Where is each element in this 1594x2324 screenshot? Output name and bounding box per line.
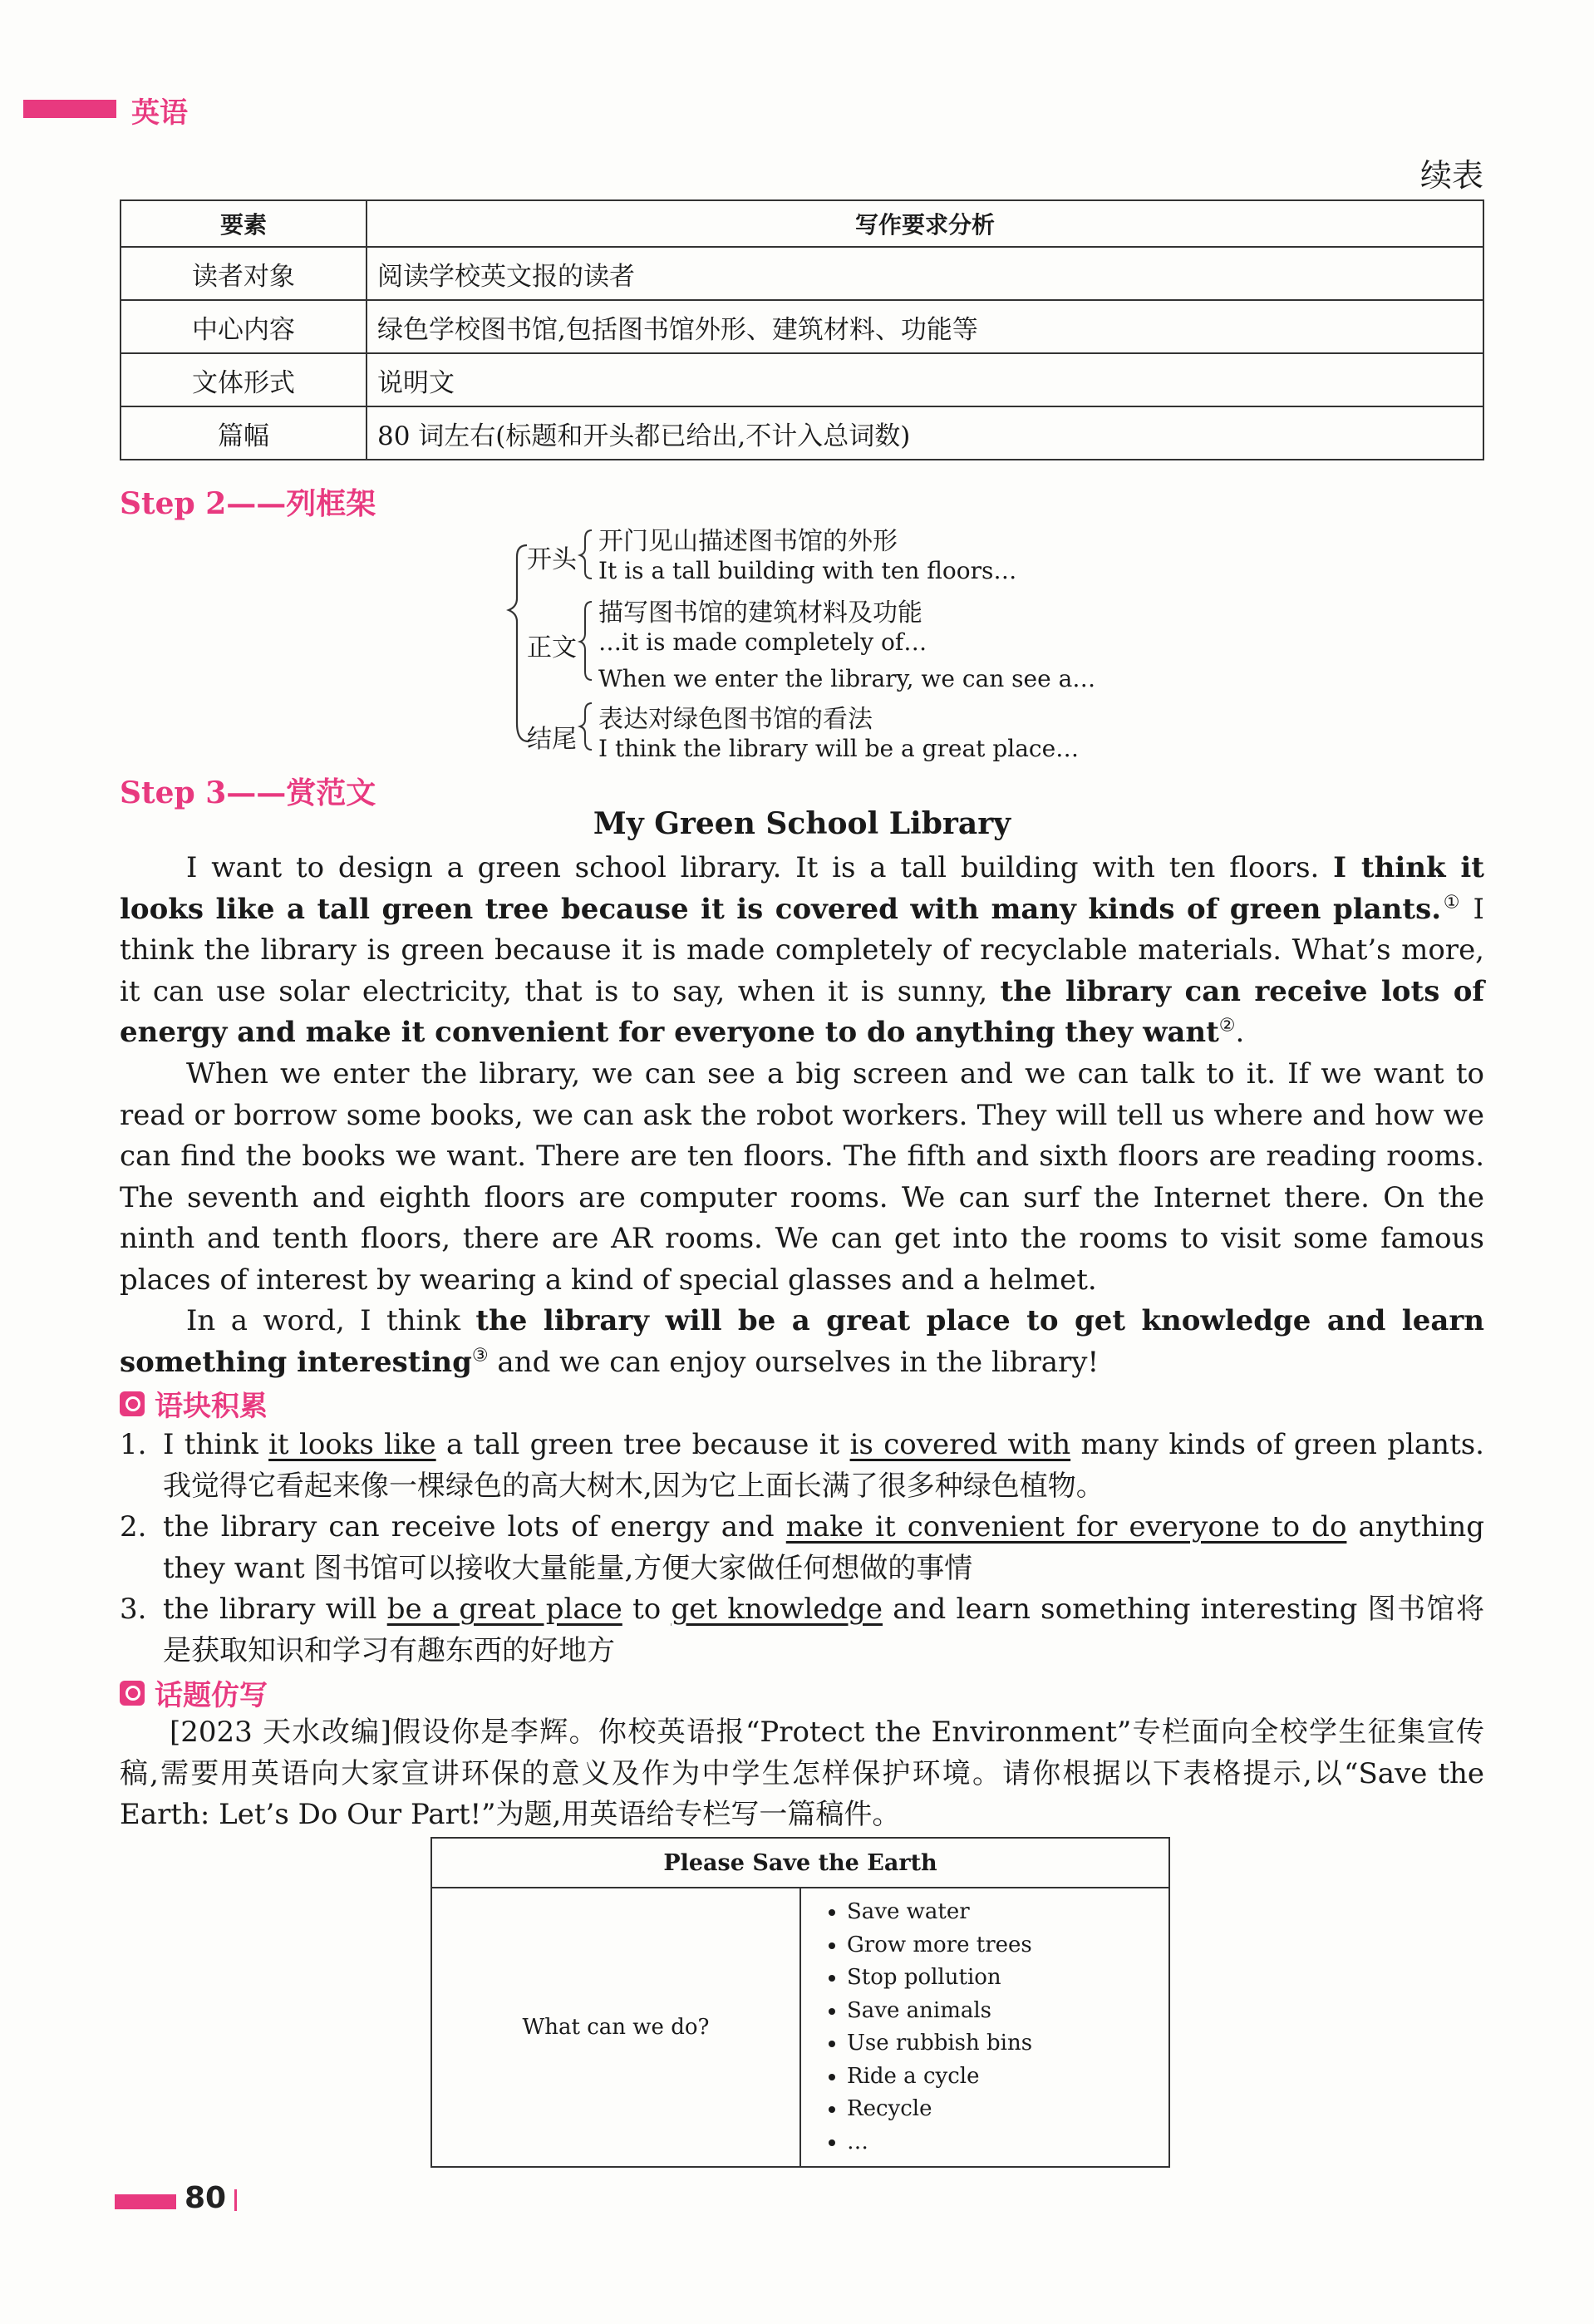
suggestion-list <box>802 1896 1168 2159</box>
note-marker: ③ <box>471 1345 489 1366</box>
save-table-question: What can we do? <box>431 1888 800 2167</box>
table-cell: 文体形式 <box>121 353 367 406</box>
note-marker: ② <box>1218 1015 1236 1036</box>
list-item: • Stop pollution <box>847 1962 1168 1995</box>
table-row <box>121 247 1483 300</box>
list-item: • Recycle <box>847 2093 1168 2126</box>
essay-paragraph-3 <box>120 1301 1484 1383</box>
item-text <box>163 1589 1484 1672</box>
table-cell: 中心内容 <box>121 300 367 353</box>
item-text <box>163 1425 1484 1507</box>
footer-tick <box>234 2189 237 2211</box>
table-cell: 绿色学校图书馆,包括图书馆外形、建筑材料、功能等 <box>367 300 1483 353</box>
table-row <box>121 353 1483 406</box>
table-header-cell: 写作要求分析 <box>367 200 1483 247</box>
outline-line: When we enter the library, we can see a… <box>598 665 1096 692</box>
table-cell: 阅读学校英文报的读者 <box>367 247 1483 300</box>
text-run: many kinds of green plants. 我觉得它看起来像一棵绿色的高大树木,因为它上面长满了很多种绿色植物。 <box>163 1428 1484 1503</box>
highlight-sentence: the library will be a great place to get knowledge and learn something interesting <box>120 1304 1485 1379</box>
text-run: a tall green tree because it <box>435 1428 850 1461</box>
text-run: In a word, I think <box>186 1304 476 1337</box>
outline-label-body: 正文 <box>527 633 577 662</box>
list-item: • Grow more trees <box>847 1929 1168 1962</box>
save-earth-table <box>430 1837 1170 2168</box>
text-run: and learn something interesting 图书馆将是获取知识和学习有趣东西的好地方 <box>163 1593 1485 1667</box>
requirements-table <box>120 199 1484 460</box>
list-item: • … <box>847 2126 1168 2159</box>
list-item: • Ride a cycle <box>847 2061 1168 2094</box>
highlight-sentence: I think it looks like a tall green tree because it is covered with many kinds of green plants. <box>120 851 1484 926</box>
topic-prompt <box>120 1712 1484 1836</box>
outline-line: It is a tall building with ten floors… <box>598 557 1017 584</box>
source-tag: [2023 天水改编] <box>170 1716 391 1749</box>
text-run: and we can enjoy ourselves in the library! <box>488 1345 1100 1379</box>
item-text <box>163 1507 1484 1589</box>
text-run: anything they want 图书馆可以接收大量能量,方便大家做任何想做的事情 <box>163 1510 1484 1585</box>
essay-paragraph-2: When we enter the library, we can see a big screen and we can talk to it. If we want to read or borrow some books, we can ask the robot workers. They will tell us where and how we can find the books we want. There are ten floors. The fifth and sixth floors are reading rooms. The seventh and eighth floors are computer rooms. We can surf the Internet there. On the ninth and tenth floors, there are AR rooms. We can get into the rooms to visit some famous places of interest by wearing a kind of special glasses and a helmet. <box>120 1057 1484 1297</box>
prompt-text: 假设你是李辉。你校英语报“Protect the Environment”专栏面向全校学生征集宣传稿,需要用英语向大家宣讲环保的意义及作为中学生怎样保护环境。请你根据以下表格提示,以“Save the Earth: Let’s Do Our Part!”为题,用英语给专栏写一篇稿件。 <box>120 1716 1484 1831</box>
outline-line: 开门见山描述图书馆的外形 <box>598 527 898 556</box>
underlined-phrase: be a great place <box>386 1593 622 1626</box>
table-header-cell: 要素 <box>121 200 367 247</box>
text-run: I want to design a green school library. It is a tall building with ten floors. <box>186 851 1334 884</box>
section-icon <box>120 1681 145 1706</box>
table-cell: 篇幅 <box>121 406 367 460</box>
subject-label: 英语 <box>131 96 188 130</box>
chunk-item <box>120 1589 1484 1672</box>
outline-line: 表达对绿色图书馆的看法 <box>598 705 873 734</box>
table-header-row <box>121 200 1483 247</box>
text-run: to <box>622 1593 672 1626</box>
item-number: 3. <box>120 1593 147 1626</box>
chunks-heading <box>120 1383 268 1424</box>
outline-line: …it is made completely of… <box>598 628 927 656</box>
underlined-phrase: it looks like <box>268 1428 436 1461</box>
section-icon <box>120 1391 145 1416</box>
header-bar <box>23 100 116 118</box>
item-number: 1. <box>120 1428 147 1461</box>
chunk-item <box>120 1507 1484 1589</box>
underlined-phrase: make it convenient for everyone to do <box>785 1510 1347 1544</box>
table-cell: 80 词左右(标题和开头都已给出,不计入总词数) <box>367 406 1483 460</box>
essay-paragraph-1 <box>120 848 1484 1054</box>
text-run: I think <box>163 1428 269 1461</box>
footer-bar <box>115 2194 176 2209</box>
list-item: • Use rubbish bins <box>847 2027 1168 2061</box>
text-run: . <box>1235 1016 1245 1049</box>
underlined-phrase: is covered with <box>849 1428 1071 1461</box>
save-table-list-cell <box>800 1888 1169 2167</box>
outline-label-ending: 结尾 <box>527 725 577 754</box>
page-number: 80 <box>184 2181 227 2215</box>
table-row <box>121 300 1483 353</box>
table-cell: 说明文 <box>367 353 1483 406</box>
list-item: • Save animals <box>847 1995 1168 2028</box>
underlined-phrase: get knowledge <box>671 1593 883 1626</box>
list-item: • Save water <box>847 1896 1168 1929</box>
chunks-heading-text: 语块积累 <box>155 1390 268 1423</box>
save-table-title: Please Save the Earth <box>431 1838 1169 1888</box>
topic-heading <box>120 1672 268 1713</box>
continued-label: 续表 <box>1419 157 1483 194</box>
highlight-sentence: the library can receive lots of energy and make it convenient for everyone to do anything they want <box>120 974 1484 1049</box>
table-row <box>121 406 1483 460</box>
step2-heading: Step 2——列框架 <box>120 486 376 521</box>
table-cell: 读者对象 <box>121 247 367 300</box>
chunk-item <box>120 1425 1484 1507</box>
essay-title: My Green School Library <box>593 806 1011 841</box>
item-number: 2. <box>120 1510 147 1544</box>
step3-heading: Step 3——赏范文 <box>120 775 376 810</box>
text-run: the library will <box>163 1593 387 1626</box>
outline-line: 描写图书馆的建筑材料及功能 <box>598 598 922 628</box>
outline-label-opening: 开头 <box>527 545 577 574</box>
outline-line: I think the library will be a great place… <box>598 735 1080 762</box>
topic-heading-text: 话题仿写 <box>155 1679 268 1712</box>
text-run: the library can receive lots of energy and <box>163 1510 786 1544</box>
text-run: I think the library is green because it is made completely of recyclable materials. What’s more, it can use solar electricity, that is to say, when it is sunny, <box>120 892 1484 1008</box>
note-marker: ① <box>1441 892 1463 913</box>
